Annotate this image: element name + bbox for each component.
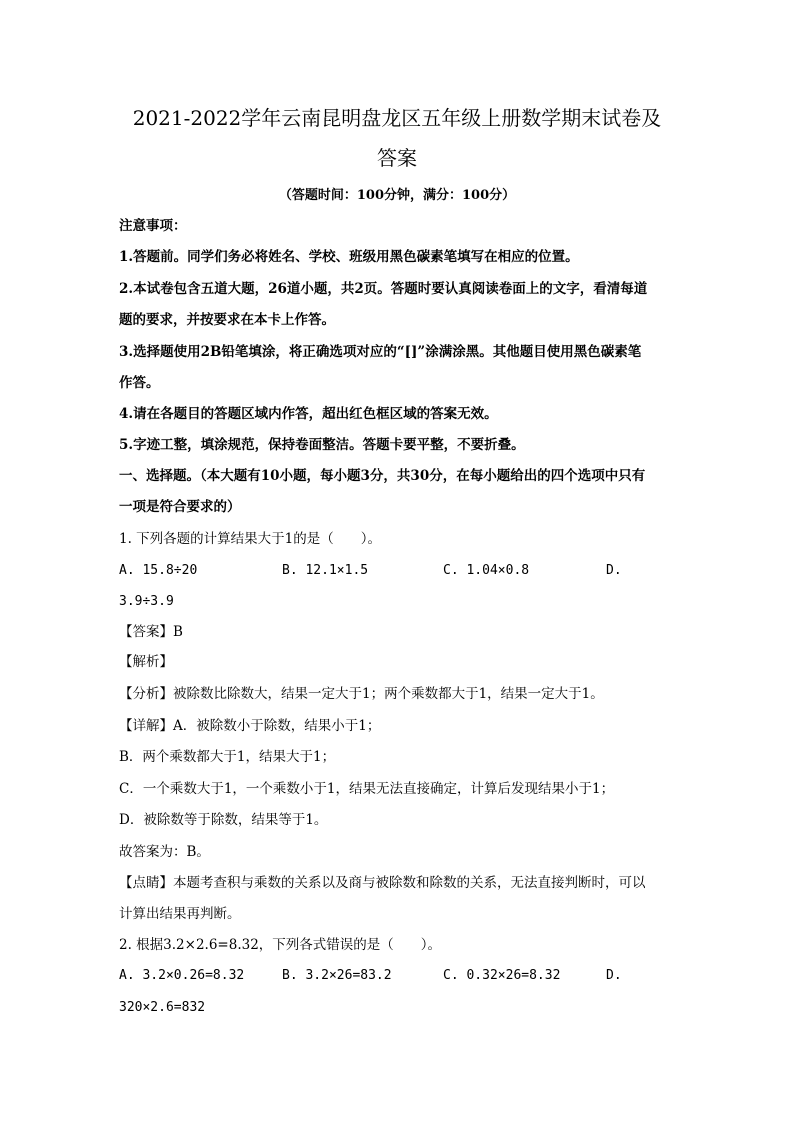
q1-option-c: C. 1.04×0.8 <box>443 563 530 578</box>
note-item: 1.答题前。同学们务必将姓名、学校、班级用黑色碳素笔填写在相应的位置。 <box>119 249 579 265</box>
q1-option-d: D. <box>606 563 622 578</box>
q1-analysis-label: 【解析】 <box>119 654 173 670</box>
question-2-stem: 2. 根据3.2×2.6=8.32，下列各式错误的是（ ）。 <box>119 937 442 953</box>
note-item: 5.字迹工整，填涂规范，保持卷面整洁。答题卡要平整，不要折叠。 <box>119 437 525 453</box>
exam-time-info: （答题时间：100分钟，满分：100分） <box>278 188 516 203</box>
q1-comment: 【点睛】本题考查积与乘数的关系以及商与被除数和除数的关系，无法直接判断时，可以 <box>119 875 646 891</box>
q2-option-b: B. 3.2×26=83.2 <box>282 968 392 983</box>
q1-detail: D．被除数等于除数，结果等于1。 <box>119 812 328 828</box>
q2-option-d: D. <box>606 968 622 983</box>
q2-option-a: A. 3.2×0.26=8.32 <box>119 968 245 983</box>
q1-detail: B．两个乘数都大于1，结果大于1； <box>119 749 336 765</box>
q1-conclusion: 故答案为：B。 <box>119 844 210 860</box>
q1-option-a: A. 15.8÷20 <box>119 563 198 578</box>
q2-option-d-value: 320×2.6=832 <box>119 1000 206 1015</box>
q1-option-d-value: 3.9÷3.9 <box>119 594 174 609</box>
document-title-line2: 答案 <box>377 146 417 170</box>
q1-detail: C．一个乘数大于1，一个乘数小于1，结果无法直接确定，计算后发现结果小于1； <box>119 781 615 797</box>
note-item: 3.选择题使用2B铅笔填涂，将正确选项对应的“[]”涂满涂黑。其他题目使用黑色碳素笔 <box>119 344 642 360</box>
document-title-line1: 2021-2022学年云南昆明盘龙区五年级上册数学期末试卷及 <box>132 106 662 130</box>
note-item: 题的要求，并按要求在本卡上作答。 <box>119 312 335 328</box>
note-item: 2.本试卷包含五道大题，26道小题，共2页。答题时要认真阅读卷面上的文字，看清每道 <box>119 281 648 297</box>
section-heading-cont: 一项是符合要求的） <box>119 499 241 515</box>
q1-comment-cont: 计算出结果再判断。 <box>119 906 241 922</box>
q1-detail: 【详解】A．被除数小于除数，结果小于1； <box>119 718 381 734</box>
notes-heading: 注意事项： <box>119 218 187 234</box>
section-heading: 一、选择题。（本大题有10小题，每小题3分，共30分，在每小题给出的四个选项中只有 <box>119 468 646 484</box>
note-item: 4.请在各题目的答题区域内作答，超出红色框区域的答案无效。 <box>119 406 498 422</box>
question-1-stem: 1. 下列各题的计算结果大于1的是（ ）。 <box>119 531 382 547</box>
q1-option-b: B. 12.1×1.5 <box>282 563 369 578</box>
note-item: 作答。 <box>119 375 160 391</box>
q1-analysis: 【分析】被除数比除数大，结果一定大于1；两个乘数都大于1，结果一定大于1。 <box>119 686 604 702</box>
q1-answer: 【答案】B <box>119 624 183 640</box>
q2-option-c: C. 0.32×26=8.32 <box>443 968 561 983</box>
